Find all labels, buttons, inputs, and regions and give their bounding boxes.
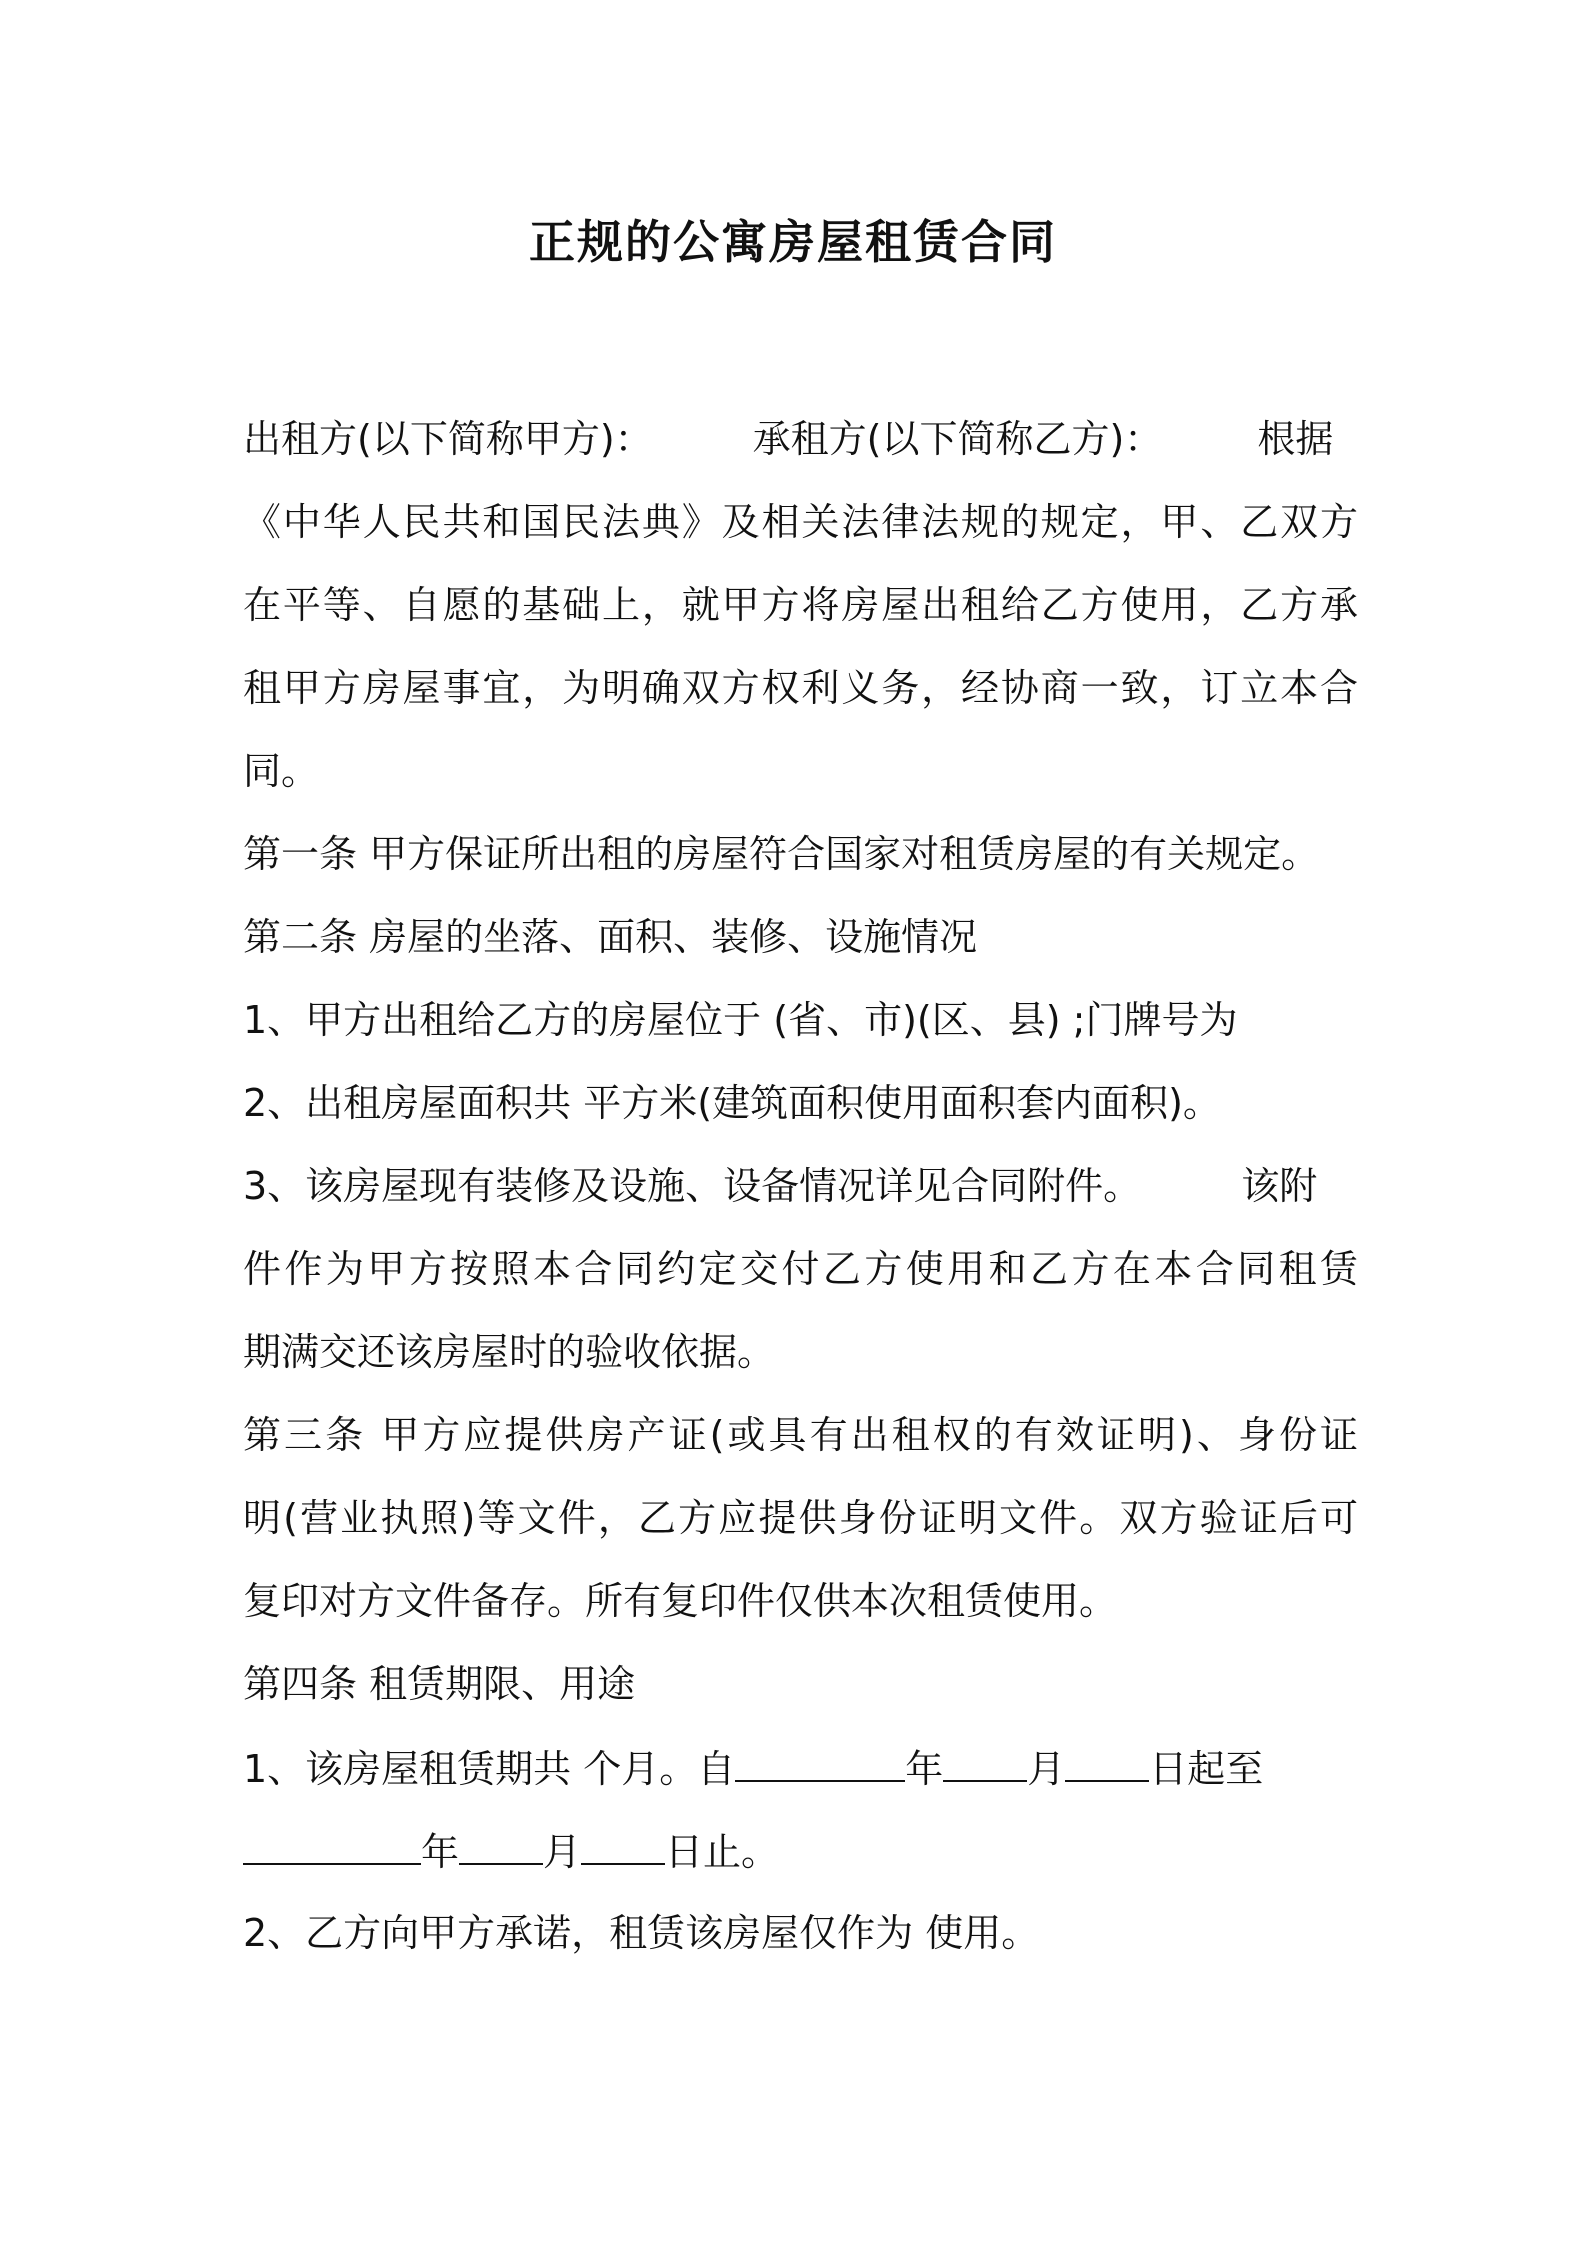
item-3-text: 3、该房屋现有装修及设施、设备情况详见合同附件。 xyxy=(243,1164,1142,1208)
article-4-heading: 第四条 租赁期限、用途 xyxy=(243,1662,636,1706)
day-end-label: 日止。 xyxy=(665,1830,780,1874)
start-month-blank[interactable] xyxy=(943,1740,1027,1782)
article-4-item-2: 2、乙方向甲方承诺，租赁该房屋仅作为 使用。 xyxy=(243,1911,1040,1955)
month-label: 月 xyxy=(1027,1747,1066,1791)
year-label: 年 xyxy=(421,1830,460,1874)
end-year-blank[interactable] xyxy=(243,1823,421,1865)
paragraph-line: 复印对方文件备存。所有复印件仅供本次租赁使用。 xyxy=(243,1579,1118,1623)
paragraph-line: 租甲方房屋事宜，为明确双方权利义务，经协商一致，订立本合 xyxy=(243,666,1358,710)
start-year-blank[interactable] xyxy=(735,1740,905,1782)
article-2-item-1: 1、甲方出租给乙方的房屋位于 (省、市)(区、县) ;门牌号为 xyxy=(243,998,1238,1042)
parties-line xyxy=(243,412,1358,466)
end-month-blank[interactable] xyxy=(459,1823,543,1865)
paragraph-line: 期满交还该房屋时的验收依据。 xyxy=(243,1330,776,1374)
item-3-continuation: 该附 xyxy=(1241,1164,1318,1208)
paragraph-line: 在平等、自愿的基础上，就甲方将房屋出租给乙方使用，乙方承 xyxy=(243,583,1358,627)
start-day-blank[interactable] xyxy=(1065,1740,1149,1782)
paragraph-line: 件作为甲方按照本合同约定交付乙方使用和乙方在本合同租赁 xyxy=(243,1247,1358,1291)
article-1: 第一条 甲方保证所出租的房屋符合国家对租赁房屋的有关规定。 xyxy=(243,832,1320,876)
month-label: 月 xyxy=(543,1830,582,1874)
article-4-item-1-end xyxy=(243,1823,1358,1879)
lessee-label: 承租方(以下简称乙方)： xyxy=(752,417,1163,461)
paragraph-line: 同。 xyxy=(243,749,320,793)
lessor-label: 出租方(以下简称甲方)： xyxy=(243,417,653,461)
lease-term-text: 1、该房屋租赁期共 个月。自 xyxy=(243,1747,736,1791)
paragraph-line: 明(营业执照)等文件，乙方应提供身份证明文件。双方验证后可 xyxy=(243,1496,1358,1540)
end-day-blank[interactable] xyxy=(581,1823,665,1865)
day-from-label: 日起至 xyxy=(1149,1747,1264,1791)
preamble-start: 根据 xyxy=(1257,417,1334,461)
document-title: 正规的公寓房屋租赁合同 xyxy=(529,215,1057,269)
article-2-item-3 xyxy=(243,1159,1358,1213)
paragraph-line: 《中华人民共和国民法典》及相关法律法规的规定，甲、乙双方 xyxy=(243,500,1358,544)
article-2-item-2: 2、出租房屋面积共 平方米(建筑面积使用面积套内面积)。 xyxy=(243,1081,1221,1125)
article-4-item-1 xyxy=(243,1740,1358,1796)
year-label: 年 xyxy=(905,1747,944,1791)
article-2-heading: 第二条 房屋的坐落、面积、装修、设施情况 xyxy=(243,915,978,959)
article-3: 第三条 甲方应提供房产证(或具有出租权的有效证明)、身份证 xyxy=(243,1413,1358,1457)
